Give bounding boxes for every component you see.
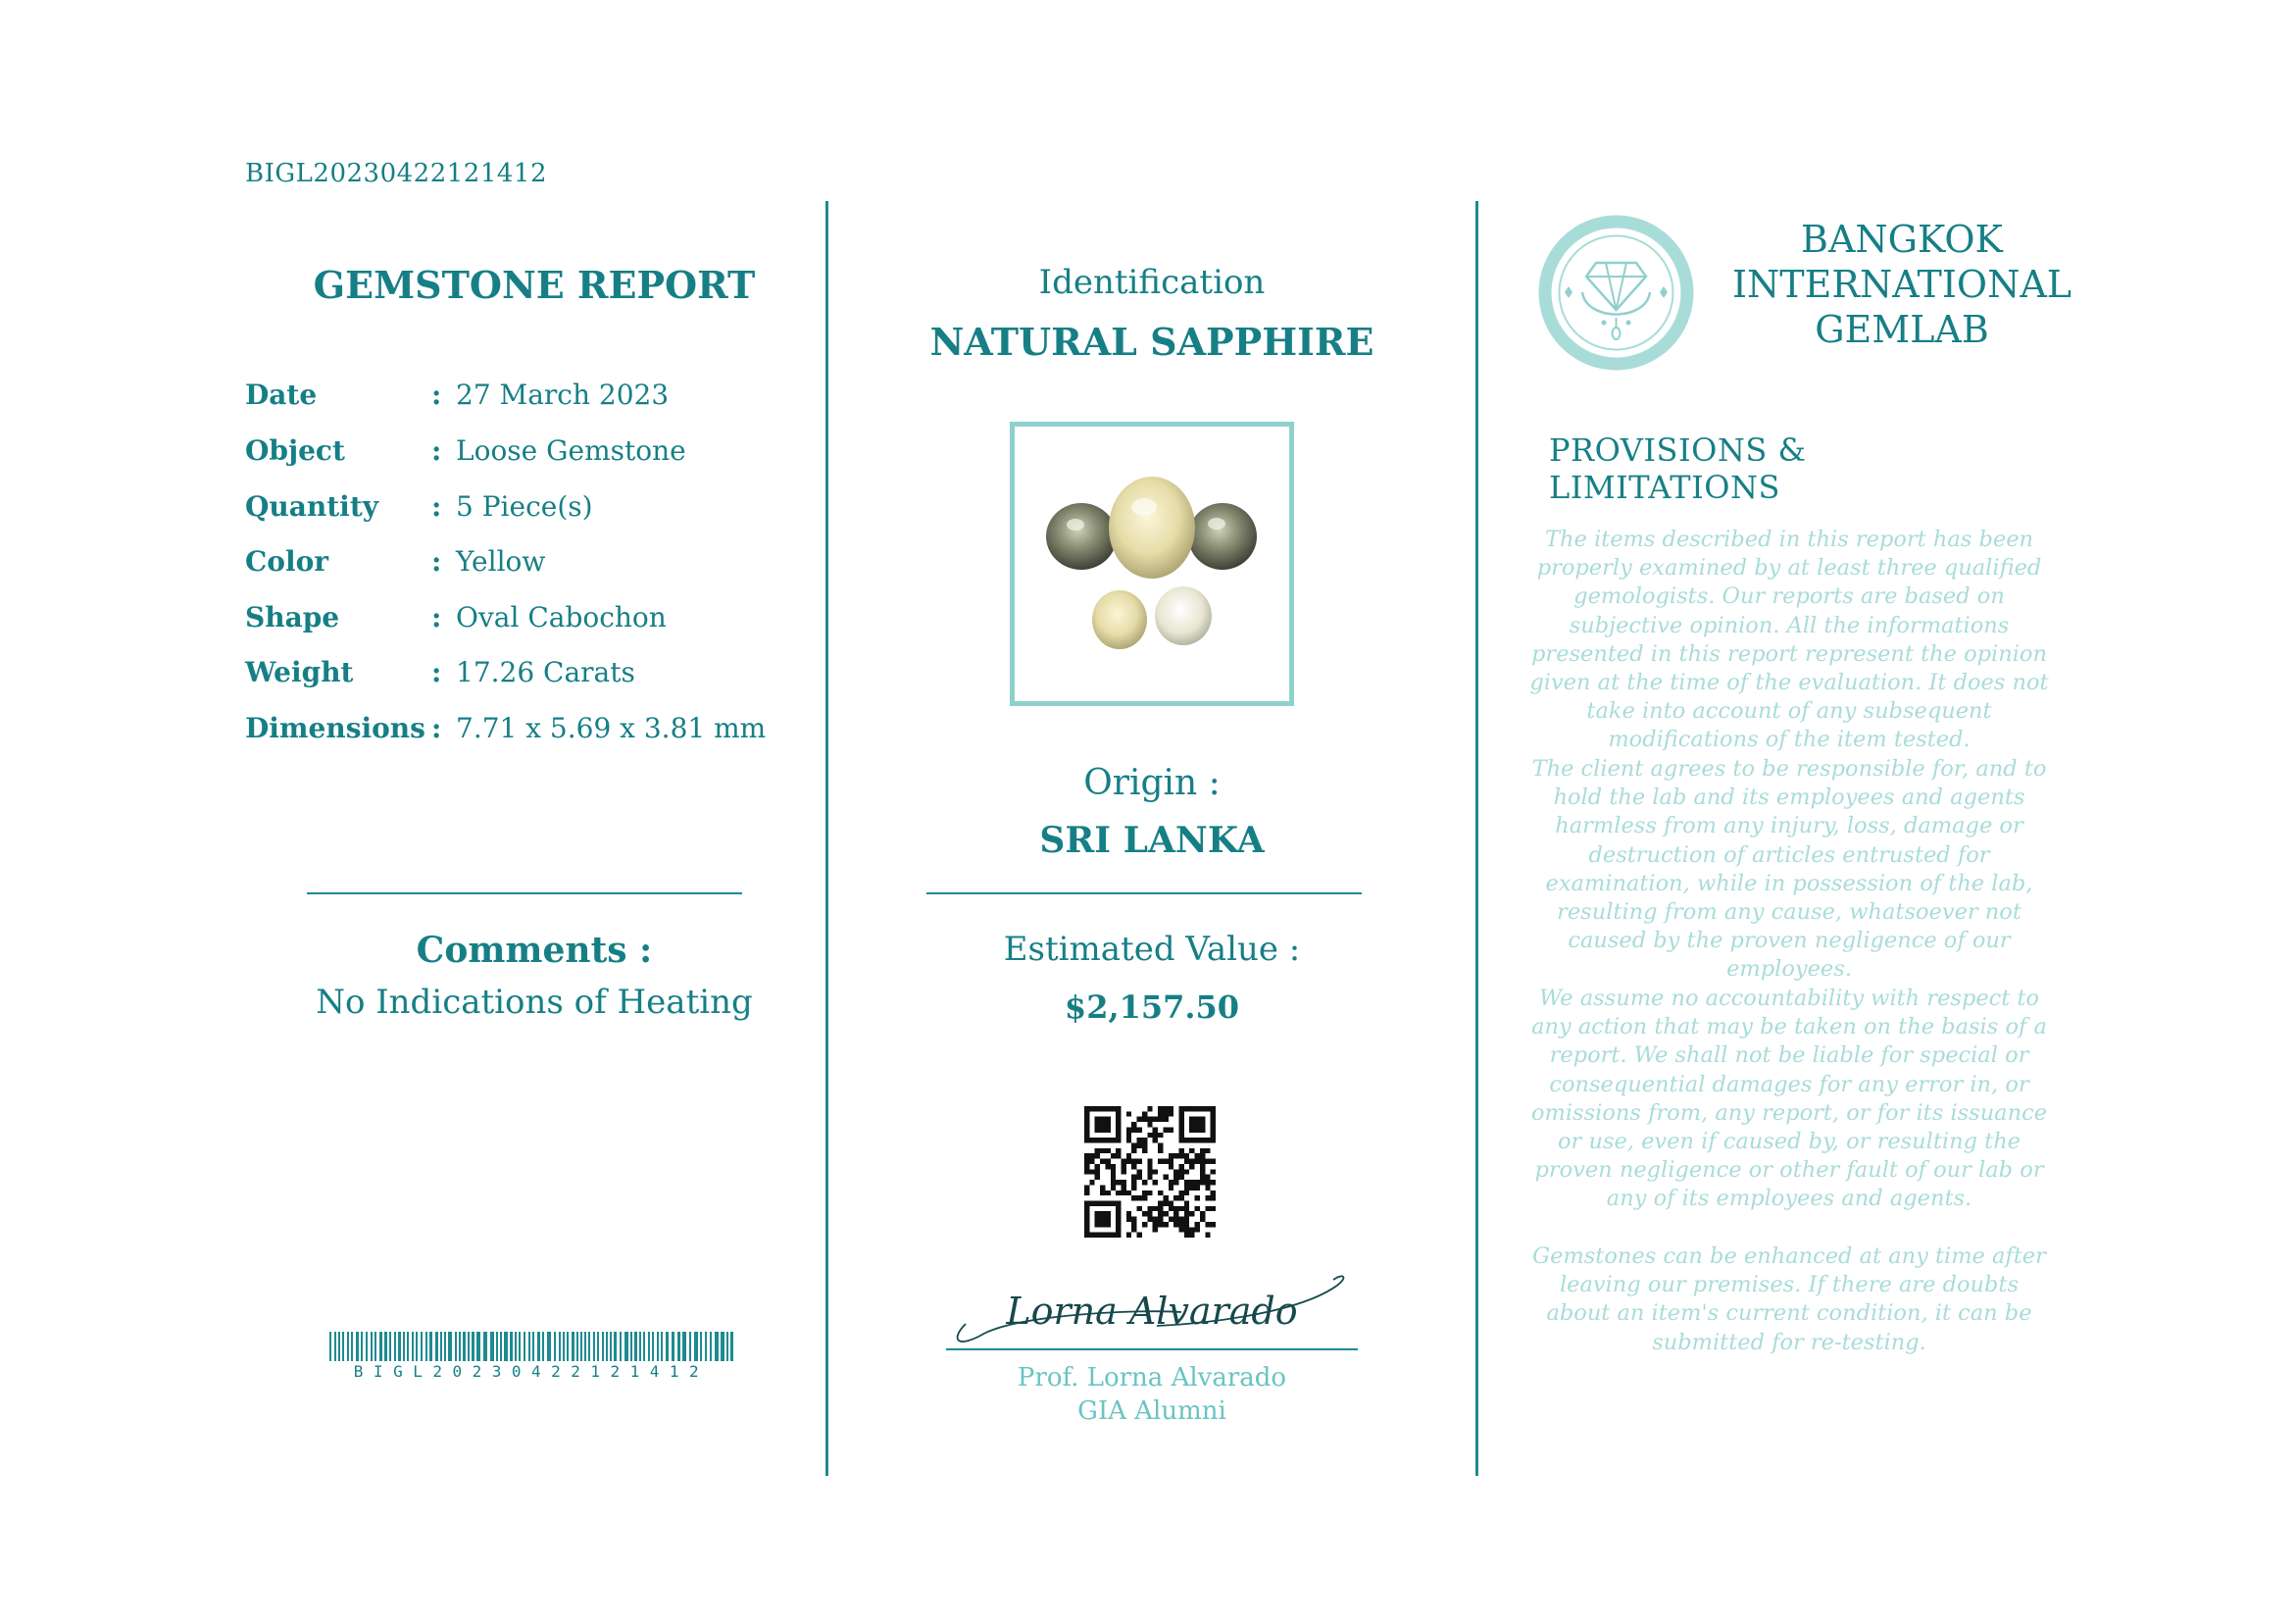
divider-right <box>1475 201 1478 1476</box>
signer-title: GIA Alumni <box>1077 1396 1226 1426</box>
detail-label: Dimensions <box>245 712 425 744</box>
detail-separator: : <box>431 545 442 578</box>
origin-label: Origin : <box>1083 763 1221 803</box>
report-number: BIGL20230422121412 <box>245 159 547 188</box>
comments-divider <box>307 892 742 894</box>
detail-label: Weight <box>245 656 354 688</box>
detail-value: Oval Cabochon <box>456 601 667 633</box>
detail-value: Yellow <box>456 545 546 578</box>
identification-value: NATURAL SAPPHIRE <box>929 320 1374 364</box>
origin-divider <box>926 892 1362 894</box>
signer-name: Prof. Lorna Alvarado <box>1017 1363 1287 1393</box>
provision-paragraph: We assume no accountability with respect to any action that may be taken on the basis of a report. We shall not be liable for special or consequential damages for any error in, or omissions from, any report, or for its issuance or use, even if caused by, or resulting the proven negligence or other fault of our lab or any of its employees and agents. <box>1530 986 2048 1212</box>
barcode-text: BIGL20230422121412 <box>353 1362 710 1381</box>
estimated-value-amount: $2,157.50 <box>1064 988 1240 1026</box>
gemstone-photo <box>1010 422 1294 706</box>
provision-paragraph: The items described in this report has been properly examined by at least three qualified gemologists. Our reports are based on subjective opinion. All the informations presented in this report represent the opinion given at the time of the evaluation. It does not take into account of any subsequent modifications of the item tested. <box>1529 527 2049 753</box>
detail-value: 27 March 2023 <box>456 379 670 411</box>
provision-paragraph: The client agrees to be responsible for, and to hold the lab and its employees and agents harmless from any injury, loss, damage or destruction of articles entrusted for examination, while in possession of the lab, resulting from any cause, whatsoever not caused by the proven negligence of our employees. <box>1531 756 2047 983</box>
comments-text: No Indications of Heating <box>316 983 753 1022</box>
detail-value: 5 Piece(s) <box>456 490 593 523</box>
lab-name-line2: INTERNATIONAL <box>1731 263 2071 306</box>
detail-label: Quantity <box>245 490 379 523</box>
detail-label: Shape <box>245 601 340 633</box>
detail-label: Date <box>245 379 318 411</box>
detail-value: Loose Gemstone <box>456 434 686 467</box>
detail-separator: : <box>431 434 442 467</box>
qr-code-icon[interactable] <box>1084 1106 1216 1238</box>
estimated-value-label: Estimated Value : <box>1003 930 1301 969</box>
gem-seal-icon <box>1535 212 1697 374</box>
detail-separator: : <box>431 656 442 688</box>
provisions-title: PROVISIONS & LIMITATIONS <box>1549 431 1807 506</box>
detail-separator: : <box>431 490 442 523</box>
detail-separator: : <box>431 712 442 744</box>
detail-label: Object <box>245 434 345 467</box>
provision-paragraph: Gemstones can be enhanced at any time after leaving our premises. If there are doubts about an item's current condition, it can be submitted for re-testing. <box>1532 1243 2046 1355</box>
signature-script: Lorna Alvarado <box>1006 1290 1298 1333</box>
identification-label: Identification <box>1038 263 1266 302</box>
comments-label: Comments : <box>416 930 653 971</box>
origin-value: SRI LANKA <box>1039 820 1265 861</box>
detail-value: 7.71 x 5.69 x 3.81 mm <box>456 712 767 744</box>
lab-name-line3: GEMLAB <box>1815 308 1989 351</box>
detail-separator: : <box>431 601 442 633</box>
detail-label: Color <box>245 545 329 578</box>
report-title: GEMSTONE REPORT <box>313 263 756 307</box>
barcode-icon <box>329 1332 733 1361</box>
lab-name-line1: BANGKOK <box>1801 218 2003 261</box>
signature-image <box>946 1265 1358 1353</box>
detail-separator: : <box>431 379 442 411</box>
sapphire-stones-image <box>1015 427 1289 701</box>
divider-left <box>825 201 828 1476</box>
detail-value: 17.26 Carats <box>456 656 635 688</box>
